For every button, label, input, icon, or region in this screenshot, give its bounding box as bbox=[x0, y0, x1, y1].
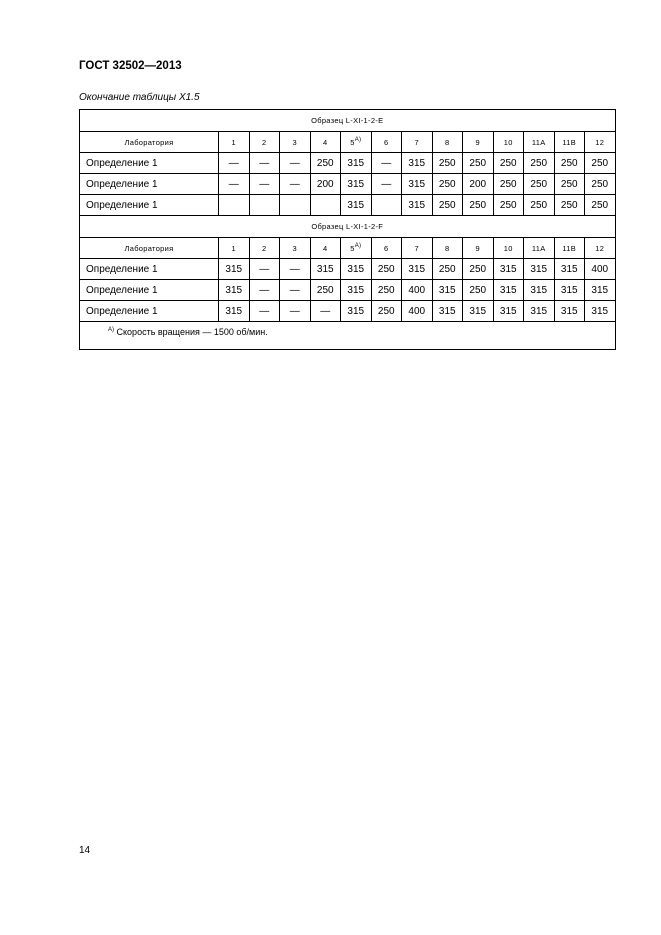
footnote-mark: A) bbox=[354, 243, 362, 249]
row-label: Определение 1 bbox=[80, 259, 219, 280]
table-cell: 315 bbox=[341, 153, 372, 174]
table-cell: 250 bbox=[585, 195, 616, 216]
table-cell: 315 bbox=[402, 259, 433, 280]
column-header-label: 7 bbox=[414, 137, 419, 147]
column-header bbox=[341, 238, 372, 259]
column-header bbox=[585, 238, 616, 259]
column-header-label: 4 bbox=[323, 137, 328, 147]
table-cell: 250 bbox=[432, 195, 463, 216]
table-cell bbox=[280, 195, 311, 216]
table-cell: 315 bbox=[219, 259, 250, 280]
table-cell: — bbox=[249, 301, 280, 322]
column-header-label: 1 bbox=[231, 137, 236, 147]
table-cell: 315 bbox=[554, 280, 585, 301]
column-header bbox=[249, 132, 280, 153]
table-cell: 250 bbox=[371, 280, 402, 301]
footnote-row bbox=[80, 322, 616, 350]
table-cell bbox=[371, 195, 402, 216]
column-header-label: 3 bbox=[292, 243, 297, 253]
column-header-label: 1 bbox=[231, 243, 236, 253]
document-header: ГОСТ 32502—2013 bbox=[79, 60, 182, 72]
column-header-label: 6 bbox=[384, 137, 389, 147]
table-cell: 315 bbox=[554, 301, 585, 322]
column-header bbox=[371, 132, 402, 153]
table-cell: 315 bbox=[341, 301, 372, 322]
table-cell: 315 bbox=[219, 280, 250, 301]
table-cell: — bbox=[280, 174, 311, 195]
page-number: 14 bbox=[79, 845, 91, 856]
column-header bbox=[280, 132, 311, 153]
column-header-label: 12 bbox=[595, 243, 605, 253]
column-header bbox=[493, 238, 524, 259]
table-cell: 250 bbox=[371, 259, 402, 280]
table-cell: 315 bbox=[219, 301, 250, 322]
table-cell: 315 bbox=[554, 259, 585, 280]
column-header bbox=[554, 132, 585, 153]
column-header-row bbox=[80, 132, 616, 153]
column-header bbox=[463, 132, 494, 153]
table-cell bbox=[249, 195, 280, 216]
table-row bbox=[80, 259, 616, 280]
table-cell: 315 bbox=[493, 280, 524, 301]
table-cell: — bbox=[280, 301, 311, 322]
column-header bbox=[219, 238, 250, 259]
table-cell: 250 bbox=[585, 153, 616, 174]
column-header-label: 2 bbox=[262, 243, 267, 253]
table-cell: 250 bbox=[524, 195, 555, 216]
row-label: Определение 1 bbox=[80, 153, 219, 174]
table-cell: — bbox=[249, 259, 280, 280]
table-cell: 400 bbox=[402, 280, 433, 301]
row-label: Определение 1 bbox=[80, 280, 219, 301]
column-header bbox=[554, 238, 585, 259]
table-cell: 250 bbox=[554, 153, 585, 174]
table-cell: — bbox=[280, 259, 311, 280]
column-header bbox=[585, 132, 616, 153]
table-cell: 315 bbox=[524, 280, 555, 301]
table-cell: 250 bbox=[524, 174, 555, 195]
table-cell: 315 bbox=[432, 301, 463, 322]
column-header bbox=[402, 238, 433, 259]
table-cell: — bbox=[219, 153, 250, 174]
table-row bbox=[80, 195, 616, 216]
table-cell: 400 bbox=[585, 259, 616, 280]
column-header-label: 3 bbox=[292, 137, 297, 147]
column-header bbox=[371, 238, 402, 259]
table-cell: 250 bbox=[432, 174, 463, 195]
table-cell: 400 bbox=[402, 301, 433, 322]
table-cell: 315 bbox=[341, 195, 372, 216]
table-cell: 315 bbox=[341, 280, 372, 301]
lab-header: Лаборатория bbox=[80, 132, 219, 153]
lab-header: Лаборатория bbox=[80, 238, 219, 259]
table-cell: 315 bbox=[402, 174, 433, 195]
table-row bbox=[80, 280, 616, 301]
table-cell: 250 bbox=[310, 153, 341, 174]
table-cell: 315 bbox=[493, 301, 524, 322]
table-cell: 315 bbox=[493, 259, 524, 280]
table-cell: — bbox=[219, 174, 250, 195]
column-header bbox=[493, 132, 524, 153]
table-row bbox=[80, 301, 616, 322]
table-cell: 250 bbox=[463, 280, 494, 301]
column-header bbox=[402, 132, 433, 153]
table-cell bbox=[310, 195, 341, 216]
table-cell: — bbox=[249, 174, 280, 195]
footnote-mark: A) bbox=[108, 327, 114, 333]
table-cell: 315 bbox=[341, 259, 372, 280]
table-cell: — bbox=[249, 153, 280, 174]
table-cell bbox=[219, 195, 250, 216]
table-cell: — bbox=[371, 153, 402, 174]
table-cell: — bbox=[310, 301, 341, 322]
column-header-label: 4 bbox=[323, 243, 328, 253]
table-cell: 250 bbox=[371, 301, 402, 322]
table-cell: 250 bbox=[554, 174, 585, 195]
column-header-label: 12 bbox=[595, 137, 605, 147]
table-cell: 250 bbox=[585, 174, 616, 195]
column-header-label: 11A bbox=[531, 243, 546, 253]
column-header-label: 5 bbox=[350, 244, 355, 253]
table-cell: 250 bbox=[493, 174, 524, 195]
column-header bbox=[341, 132, 372, 153]
column-header bbox=[310, 238, 341, 259]
column-header-label: 7 bbox=[414, 243, 419, 253]
column-header-label: 11A bbox=[531, 137, 546, 147]
table-row bbox=[80, 174, 616, 195]
column-header-label: 11B bbox=[562, 137, 577, 147]
table-cell: 315 bbox=[310, 259, 341, 280]
table-cell: 315 bbox=[585, 301, 616, 322]
column-header-row bbox=[80, 238, 616, 259]
sample-title-row bbox=[80, 110, 616, 132]
table-cell: 250 bbox=[554, 195, 585, 216]
footnote-text: Скорость вращения — 1500 об/мин. bbox=[116, 327, 268, 337]
table-cell: 315 bbox=[402, 195, 433, 216]
column-header-label: 10 bbox=[503, 243, 513, 253]
table-cell: — bbox=[371, 174, 402, 195]
table-cell: 250 bbox=[524, 153, 555, 174]
table-cell: — bbox=[280, 153, 311, 174]
column-header bbox=[463, 238, 494, 259]
table-cell: 250 bbox=[493, 153, 524, 174]
table-cell: 250 bbox=[432, 153, 463, 174]
column-header bbox=[524, 238, 555, 259]
column-header-label: 10 bbox=[503, 137, 513, 147]
table-cell: 250 bbox=[463, 259, 494, 280]
sample-title: Образец L-XI-1-2-E bbox=[80, 110, 616, 132]
column-header-label: 6 bbox=[384, 243, 389, 253]
column-header-label: 5 bbox=[350, 138, 355, 147]
column-header bbox=[432, 238, 463, 259]
row-label: Определение 1 bbox=[80, 174, 219, 195]
column-header-label: 8 bbox=[445, 243, 450, 253]
table-cell: 315 bbox=[341, 174, 372, 195]
footnote-mark: A) bbox=[354, 137, 362, 143]
column-header bbox=[310, 132, 341, 153]
footnote bbox=[80, 322, 616, 350]
column-header-label: 9 bbox=[475, 137, 480, 147]
table-cell: 250 bbox=[463, 195, 494, 216]
sample-title-row bbox=[80, 216, 616, 238]
column-header-label: 9 bbox=[475, 243, 480, 253]
column-header-label: 11B bbox=[562, 243, 577, 253]
table-cell: 315 bbox=[524, 259, 555, 280]
table-caption: Окончание таблицы X1.5 bbox=[79, 92, 200, 103]
table-cell: 250 bbox=[432, 259, 463, 280]
column-header-label: 2 bbox=[262, 137, 267, 147]
table-cell: 315 bbox=[432, 280, 463, 301]
column-header bbox=[219, 132, 250, 153]
table-cell: 250 bbox=[493, 195, 524, 216]
table-cell: 200 bbox=[463, 174, 494, 195]
row-label: Определение 1 bbox=[80, 195, 219, 216]
table-cell: 315 bbox=[585, 280, 616, 301]
results-table bbox=[79, 109, 616, 350]
table-cell: — bbox=[280, 280, 311, 301]
table-cell: 315 bbox=[463, 301, 494, 322]
table-row bbox=[80, 153, 616, 174]
column-header bbox=[432, 132, 463, 153]
column-header-label: 8 bbox=[445, 137, 450, 147]
table-cell: 315 bbox=[524, 301, 555, 322]
row-label: Определение 1 bbox=[80, 301, 219, 322]
table-cell: 200 bbox=[310, 174, 341, 195]
table-cell: 250 bbox=[310, 280, 341, 301]
table-cell: 250 bbox=[463, 153, 494, 174]
column-header bbox=[280, 238, 311, 259]
sample-title: Образец L-XI-1-2-F bbox=[80, 216, 616, 238]
column-header bbox=[524, 132, 555, 153]
table-cell: 315 bbox=[402, 153, 433, 174]
table-cell: — bbox=[249, 280, 280, 301]
column-header bbox=[249, 238, 280, 259]
